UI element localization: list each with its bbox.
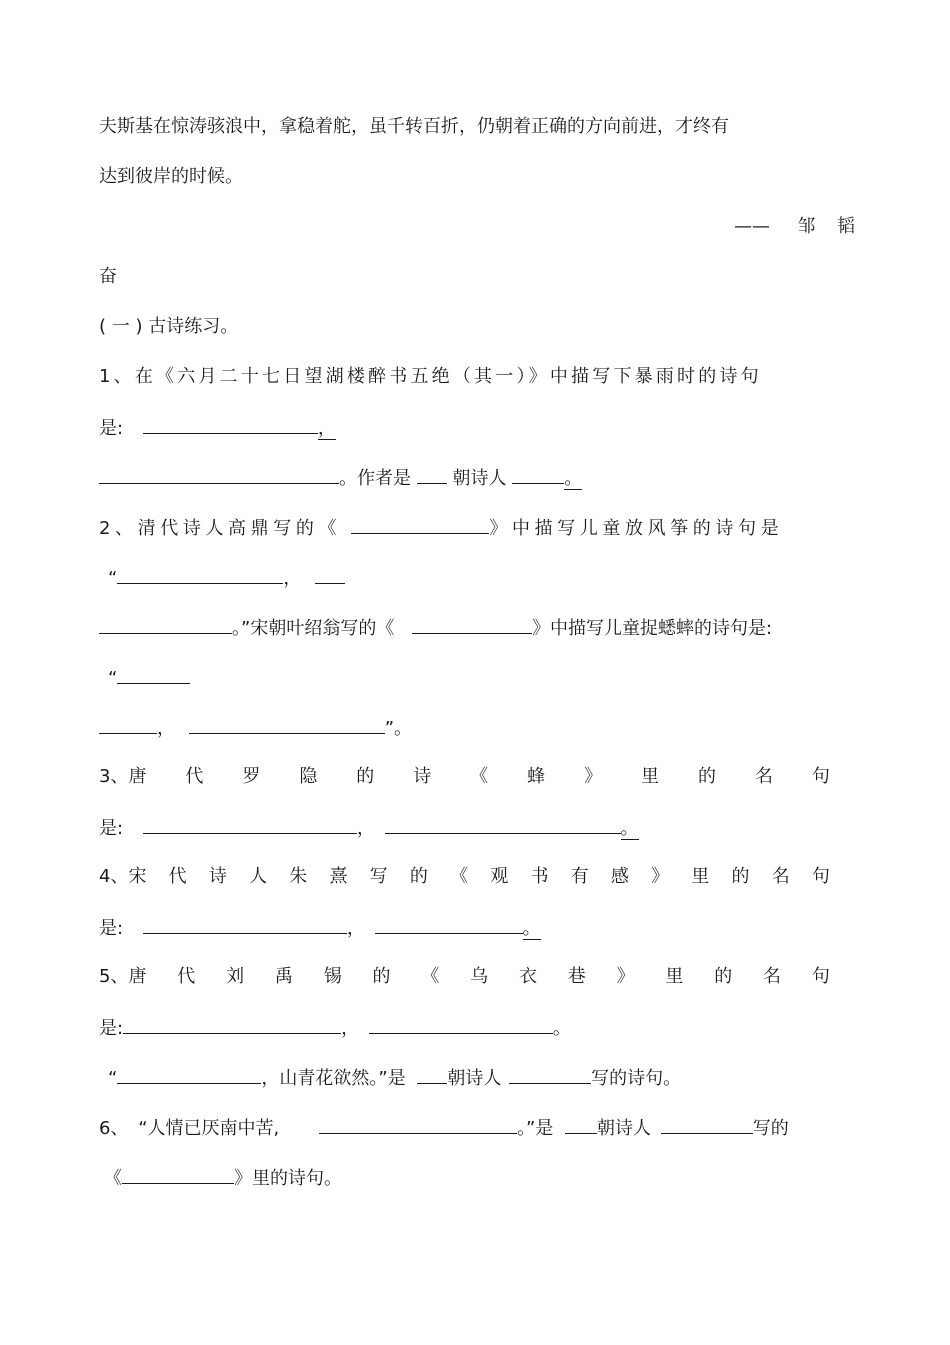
q4-blank-1[interactable]	[143, 914, 347, 934]
q3-blank-1[interactable]	[143, 814, 357, 834]
q2-blank-6[interactable]	[189, 714, 385, 734]
q5-char: 的	[714, 966, 733, 987]
q3-label: 是:	[99, 818, 124, 839]
q6-text-2: 。”是	[516, 1118, 554, 1139]
q5-answer-line-1	[99, 1014, 571, 1042]
q6-number: 6、	[99, 1118, 129, 1139]
q3-char: 隐	[299, 766, 318, 787]
q3-char: 蜂	[527, 766, 546, 787]
q5-open-quote: “	[108, 1068, 118, 1089]
section-title: ( 一 ) 古诗练习。	[99, 316, 239, 337]
q5-char: 名	[763, 966, 782, 987]
quote-attribution	[734, 214, 855, 240]
q2-text-2: 》中描写儿童放风筝的诗句是	[489, 518, 784, 539]
q4-char: 名	[771, 866, 790, 887]
attribution-dash: ——	[734, 216, 770, 237]
q2-answer-line-3	[108, 664, 190, 692]
q6-blank-1[interactable]	[319, 1114, 517, 1134]
q4-comma: ，	[346, 918, 365, 939]
q6-text-5: 》里的诗句。	[234, 1168, 342, 1189]
q3-char: 》	[584, 766, 603, 787]
q1-text: 在《六月二十七日望湖楼醉书五绝（其一）》中描写下暴雨时的诗句	[134, 366, 762, 387]
q2-blank-2[interactable]	[315, 564, 345, 584]
q2-title-blank[interactable]	[351, 514, 489, 534]
q6-text-1: “人情已厌南中苦,	[138, 1118, 280, 1139]
q3-char: 的	[697, 766, 716, 787]
q5-number: 5、	[99, 966, 129, 987]
q3-char: 代	[185, 766, 204, 787]
q5-answer-line-2	[108, 1064, 681, 1092]
q5-dynasty-blank[interactable]	[417, 1064, 447, 1084]
q5-prompt	[99, 964, 830, 990]
q4-char: 宋	[128, 866, 147, 887]
q3-char: 的	[356, 766, 375, 787]
q4-char: 《	[450, 866, 469, 887]
q5-text-2: 朝诗人	[447, 1068, 502, 1089]
q5-period: 。	[552, 1018, 571, 1039]
q3-number-char	[99, 764, 146, 790]
q2-text-3: 。”宋朝叶绍翁写的《	[232, 618, 395, 639]
q5-char: 的	[372, 966, 391, 987]
q5-blank-2[interactable]	[369, 1014, 553, 1034]
q1-answer-line-1	[99, 414, 336, 442]
q2-number: 2、	[99, 518, 138, 539]
q4-number-char	[99, 864, 146, 890]
q1-label: 是:	[99, 418, 124, 439]
q5-char: 刘	[226, 966, 245, 987]
q4-char: 观	[490, 866, 509, 887]
q6-answer-line	[104, 1164, 342, 1192]
q2-blank-1[interactable]	[117, 564, 283, 584]
q5-char: 里	[665, 966, 684, 987]
intro-line-1: 夫斯基在惊涛骇浪中，拿稳着舵，虽千转百折，仍朝着正确的方向前进，才终有	[99, 116, 729, 137]
q3-char: 唐	[128, 766, 147, 787]
q5-poet-blank[interactable]	[509, 1064, 591, 1084]
q5-char: 锡	[323, 966, 342, 987]
q2-comma-2: ，	[157, 718, 175, 739]
q5-char: 句	[811, 966, 830, 987]
q3-prompt	[99, 764, 830, 790]
q2-blank-3[interactable]	[99, 614, 232, 634]
q4-char: 感	[610, 866, 629, 887]
q1-blank-1[interactable]	[143, 414, 318, 434]
q5-number-char	[99, 964, 146, 990]
q3-char: 罗	[242, 766, 261, 787]
q3-blank-2[interactable]	[385, 814, 621, 834]
q4-answer-line	[99, 914, 541, 942]
q4-char: 的	[409, 866, 428, 887]
q4-char: 代	[168, 866, 187, 887]
q3-period: 。	[620, 818, 639, 839]
q6-text-3: 朝诗人	[597, 1118, 652, 1139]
q2-text-4: 》中描写儿童捉蟋蟀的诗句是:	[532, 618, 773, 639]
q4-char: 里	[691, 866, 710, 887]
q4-char: 句	[811, 866, 830, 887]
q1-author-text: 。作者是	[339, 468, 411, 489]
q5-char: 代	[177, 966, 196, 987]
q4-char: 诗	[208, 866, 227, 887]
q4-blank-2[interactable]	[375, 914, 523, 934]
q3-comma: ，	[356, 818, 375, 839]
q6-dynasty-blank[interactable]	[565, 1114, 597, 1134]
q3-char: 《	[470, 766, 489, 787]
q1-blank-2[interactable]	[99, 464, 339, 484]
author-char-1: 邹	[797, 216, 816, 237]
q1-comma: ，	[317, 418, 336, 439]
q4-char: 人	[249, 866, 268, 887]
q5-char: 禹	[274, 966, 293, 987]
q3-char: 句	[811, 766, 830, 787]
q4-char: 朱	[289, 866, 308, 887]
q4-char: 》	[651, 866, 670, 887]
q2-open-quote-2: “	[108, 668, 118, 689]
q2-blank-4[interactable]	[117, 664, 190, 684]
q5-text-1: ，山青花欲然。”是	[261, 1068, 406, 1089]
q5-blank-3[interactable]	[117, 1064, 261, 1084]
q3-char: 名	[754, 766, 773, 787]
q4-char: 的	[731, 866, 750, 887]
q4-char: 书	[530, 866, 549, 887]
q5-char: 》	[616, 966, 635, 987]
q5-char: 《	[421, 966, 440, 987]
q4-number: 4、	[99, 866, 129, 887]
q5-text-3: 写的诗句。	[591, 1068, 682, 1089]
q6-prompt	[99, 1114, 789, 1142]
q4-char: 写	[369, 866, 388, 887]
q4-char: 熹	[329, 866, 348, 887]
q2-open-quote: “	[108, 568, 118, 589]
q5-char: 乌	[470, 966, 489, 987]
q6-poet-blank[interactable]	[661, 1114, 753, 1134]
q5-label: 是:	[99, 1018, 124, 1039]
q3-answer-line	[99, 814, 639, 842]
q5-blank-1[interactable]	[123, 1014, 341, 1034]
q4-char: 有	[570, 866, 589, 887]
q5-char: 衣	[518, 966, 537, 987]
q2-title-blank-2[interactable]	[412, 614, 532, 634]
q5-char: 唐	[128, 966, 147, 987]
q2-answer-line-4	[99, 714, 412, 742]
q2-prompt	[99, 514, 783, 542]
q1-dynasty-blank[interactable]	[417, 464, 447, 484]
q1-prompt	[99, 364, 762, 390]
q6-open-book: 《	[104, 1168, 122, 1189]
q4-label: 是:	[99, 918, 124, 939]
q6-text-4: 写的	[752, 1118, 789, 1139]
q5-char: 巷	[567, 966, 586, 987]
q6-title-blank[interactable]	[122, 1164, 234, 1184]
q4-prompt	[99, 864, 830, 890]
q4-period: 。	[522, 918, 541, 939]
q2-text-1: 清代诗人高鼎写的《	[137, 518, 342, 539]
q2-blank-5[interactable]	[99, 714, 157, 734]
q3-char: 里	[641, 766, 660, 787]
author-char-3: 奋	[99, 266, 117, 287]
q1-poet-blank[interactable]	[512, 464, 564, 484]
q2-answer-line-1	[108, 564, 345, 592]
q3-number: 3、	[99, 766, 129, 787]
q1-answer-line-2	[99, 464, 582, 492]
q5-comma: ，	[341, 1018, 360, 1039]
author-char-2: 韬	[836, 216, 855, 237]
q2-close: ”。	[384, 718, 413, 739]
q3-char: 诗	[413, 766, 432, 787]
intro-line-2: 达到彼岸的时候。	[99, 166, 243, 187]
q1-number: 1、	[99, 366, 135, 387]
q2-comma-1: ，	[283, 568, 302, 589]
q1-period: 。	[564, 468, 583, 489]
q1-dynasty-suffix: 朝诗人	[452, 468, 507, 489]
q2-answer-line-2	[99, 614, 772, 642]
